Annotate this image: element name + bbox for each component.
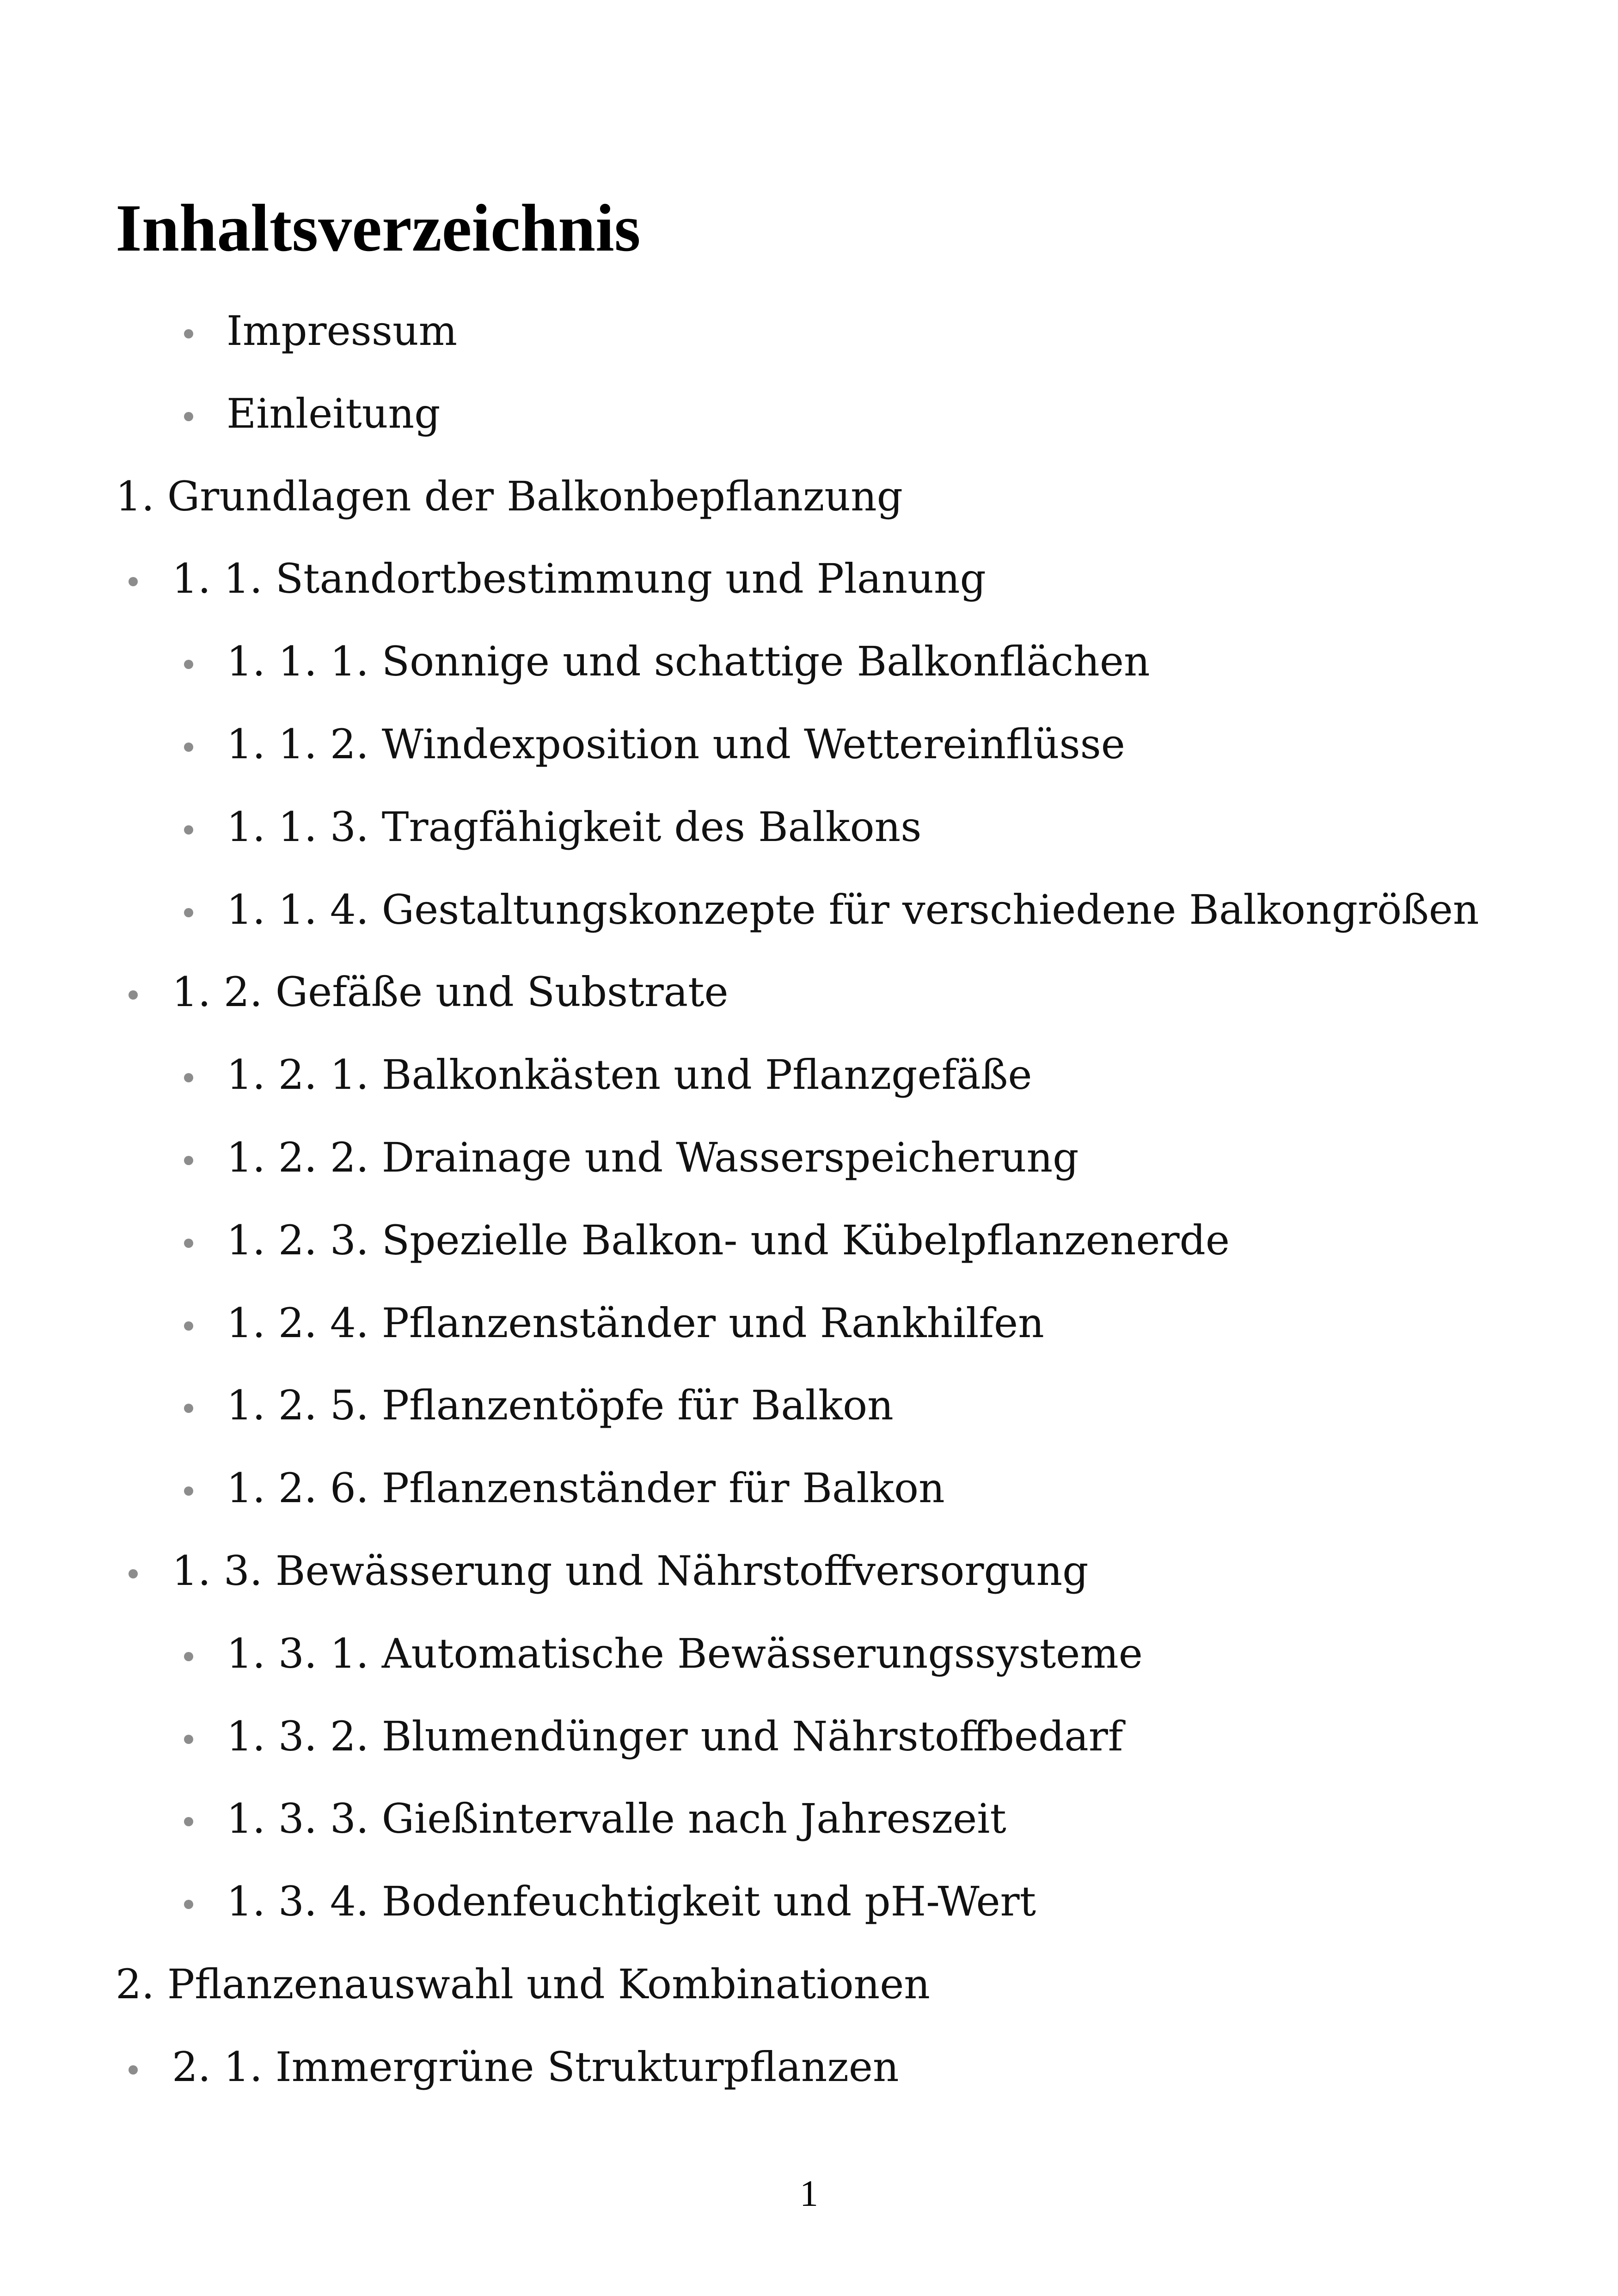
bullet-icon [184, 1486, 193, 1496]
bullet-icon [184, 329, 193, 338]
bullet-icon [184, 660, 193, 669]
toc-entry[interactable]: 2. Pflanzenauswahl und Kombinationen [116, 1960, 930, 2008]
toc-entry[interactable]: Einleitung [227, 390, 441, 437]
page-number: 1 [800, 2173, 818, 2214]
bullet-icon [184, 412, 193, 421]
bullet-icon [184, 1735, 193, 1744]
bullet-icon [184, 743, 193, 752]
bullet-icon [184, 908, 193, 917]
toc-entry[interactable]: 1. 2. 3. Spezielle Balkon- und Kübelpflanzenerde [227, 1216, 1230, 1264]
toc-entry[interactable]: 1. 3. 1. Automatische Bewässerungssysteme [227, 1630, 1143, 1677]
toc-entry[interactable]: 1. 2. 5. Pflanzentöpfe für Balkon [227, 1381, 894, 1429]
toc-entry[interactable]: 1. Grundlagen der Balkonbepflanzung [116, 473, 903, 520]
toc-entry[interactable]: 1. 1. 1. Sonnige und schattige Balkonflächen [227, 638, 1150, 685]
toc-entry[interactable]: 1. 1. Standortbestimmung und Planung [172, 555, 986, 602]
toc-entry[interactable]: 1. 2. 1. Balkonkästen und Pflanzgefäße [227, 1051, 1032, 1099]
toc-entry[interactable]: 1. 3. 2. Blumendünger und Nährstoffbedarf [227, 1713, 1123, 1760]
toc-entry[interactable]: 1. 2. 6. Pflanzenständer für Balkon [227, 1464, 945, 1512]
bullet-icon [184, 1156, 193, 1165]
page-title: Inhaltsverzeichnis [116, 190, 641, 265]
bullet-icon [184, 1404, 193, 1413]
bullet-icon [184, 1652, 193, 1661]
toc-entry[interactable]: 1. 3. Bewässerung und Nährstoffversorgung [172, 1547, 1089, 1595]
toc-entry[interactable]: 1. 3. 3. Gießintervalle nach Jahreszeit [227, 1795, 1006, 1842]
toc-entry[interactable]: 1. 2. 4. Pflanzenständer und Rankhilfen [227, 1299, 1044, 1347]
toc-entry[interactable]: Impressum [227, 307, 458, 355]
bullet-icon [184, 1239, 193, 1248]
bullet-icon [129, 990, 138, 1000]
bullet-icon [184, 1900, 193, 1909]
bullet-icon [184, 1321, 193, 1331]
bullet-icon [129, 577, 138, 586]
toc-entry[interactable]: 1. 1. 4. Gestaltungskonzepte für verschiedene Balkongrößen [227, 886, 1479, 933]
bullet-icon [129, 2065, 138, 2075]
toc-entry[interactable]: 2. 1. Immergrüne Strukturpflanzen [172, 2043, 899, 2091]
toc-entry[interactable]: 1. 2. 2. Drainage und Wasserspeicherung [227, 1134, 1079, 1181]
bullet-icon [184, 1817, 193, 1826]
toc-entry[interactable]: 1. 3. 4. Bodenfeuchtigkeit und pH-Wert [227, 1878, 1036, 1925]
toc-entry[interactable]: 1. 2. Gefäße und Substrate [172, 968, 729, 1016]
bullet-icon [184, 1073, 193, 1082]
toc-entry[interactable]: 1. 1. 3. Tragfähigkeit des Balkons [227, 803, 922, 851]
bullet-icon [184, 825, 193, 835]
bullet-icon [129, 1569, 138, 1578]
toc-entry[interactable]: 1. 1. 2. Windexposition und Wettereinflüsse [227, 720, 1125, 768]
